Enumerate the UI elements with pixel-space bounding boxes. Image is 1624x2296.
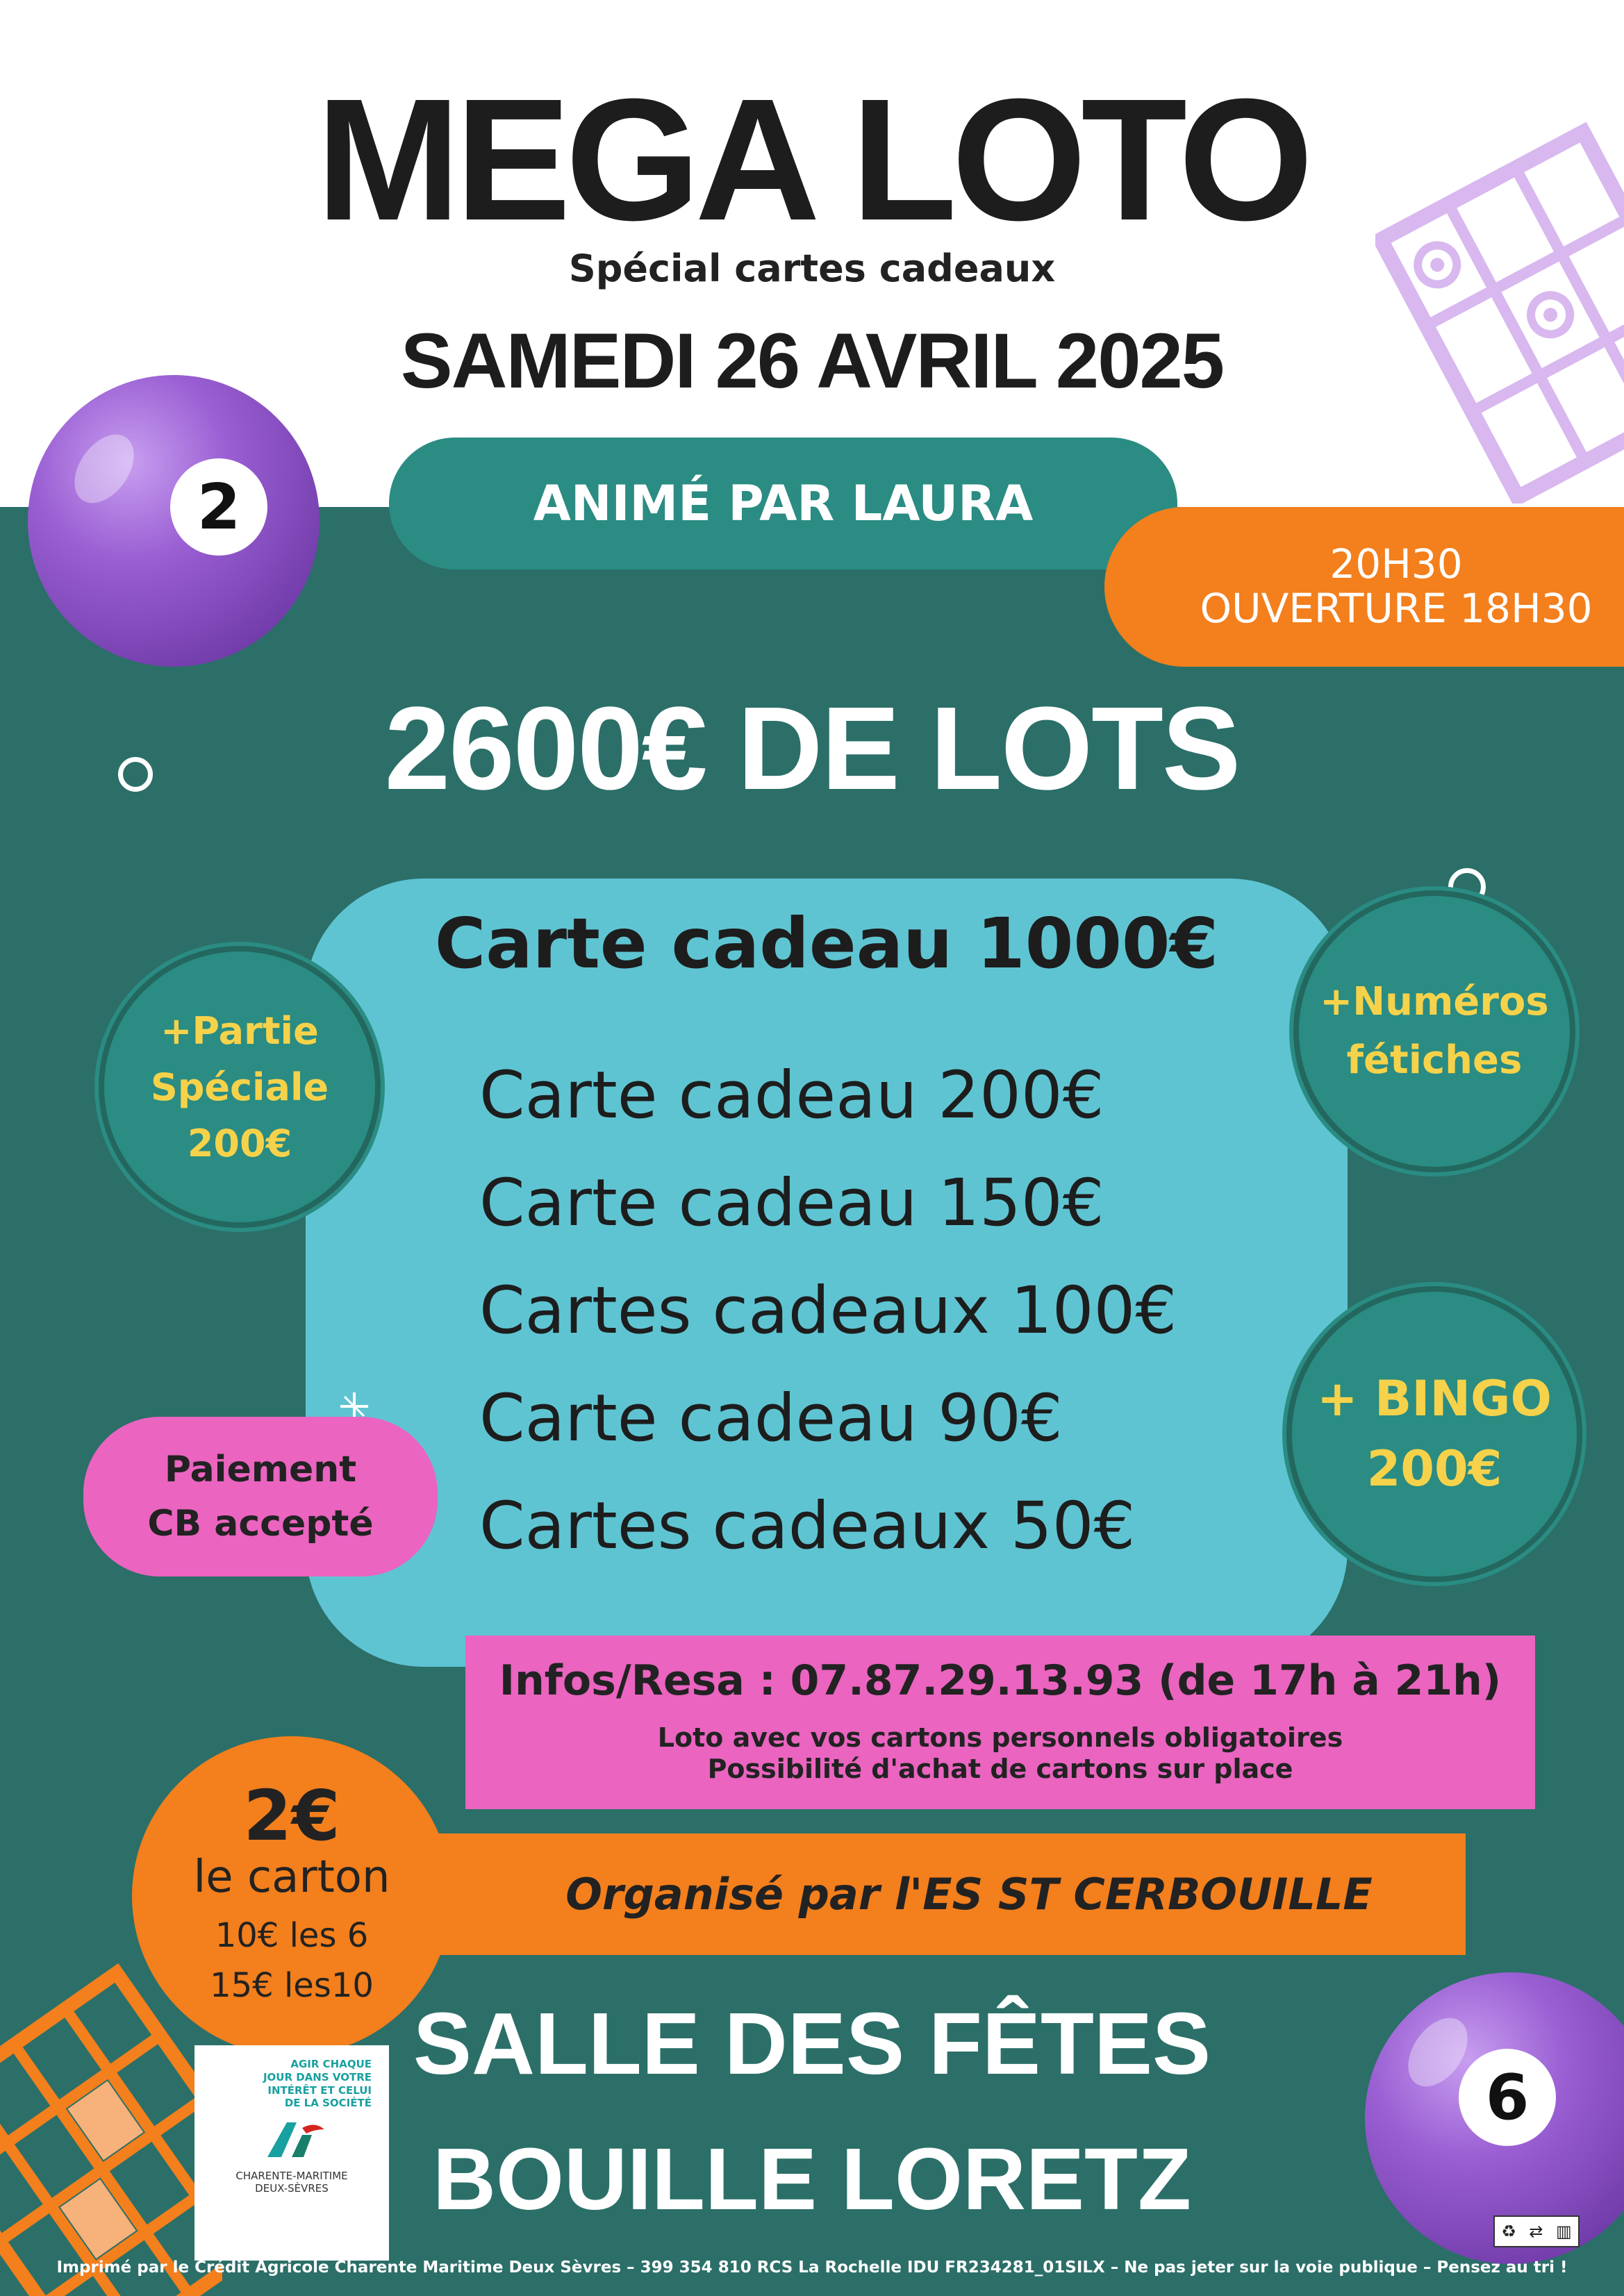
reservation-info: Infos/Resa : 07.87.29.13.93 (de 17h à 21h) bbox=[499, 1656, 1502, 1705]
main-prize: Carte cadeau 1000€ bbox=[434, 903, 1219, 984]
payment-line: Paiement bbox=[164, 1449, 357, 1490]
organizer-banner bbox=[417, 1833, 1466, 1955]
info-note: Possibilité d'achat de cartons sur place bbox=[707, 1754, 1293, 1784]
start-time: 20H30 bbox=[1329, 540, 1463, 588]
prize-item: Cartes cadeaux 50€ bbox=[479, 1488, 1136, 1564]
credit-agricole-logo-icon bbox=[254, 2115, 330, 2164]
bundle-price-10: 15€ les10 bbox=[210, 1966, 374, 2006]
poster-subtitle: Spécial cartes cadeaux bbox=[568, 247, 1056, 290]
total-prizes-headline: 2600€ DE LOTS bbox=[384, 683, 1240, 815]
payment-line: CB accepté bbox=[147, 1503, 374, 1545]
bingo-line: + BINGO bbox=[1317, 1370, 1552, 1427]
bingo-bubble bbox=[1292, 1292, 1577, 1577]
recycle-icon: ♻ bbox=[1501, 2222, 1516, 2241]
venue-town: BOUILLE LORETZ bbox=[433, 2130, 1191, 2228]
prize-list bbox=[479, 1042, 1177, 1580]
venue-name: SALLE DES FÊTES bbox=[413, 1995, 1211, 2093]
special-game-line: 200€ bbox=[187, 1121, 292, 1165]
bingo-line: 200€ bbox=[1366, 1440, 1502, 1497]
time-banner bbox=[1104, 507, 1624, 667]
event-date: SAMEDI 26 AVRIL 2025 bbox=[400, 317, 1224, 404]
host-banner bbox=[389, 438, 1177, 569]
bin-icon: ▥ bbox=[1556, 2222, 1572, 2241]
special-game-line: Spéciale bbox=[150, 1065, 329, 1109]
prize-item: Cartes cadeaux 100€ bbox=[479, 1273, 1177, 1349]
triman-icon: ⇄ bbox=[1529, 2222, 1543, 2241]
lucky-numbers-line: fétiches bbox=[1346, 1038, 1523, 1083]
special-game-line: +Partie bbox=[160, 1008, 319, 1053]
host-text: ANIMÉ PAR LAURA bbox=[533, 475, 1034, 532]
footer-legal: Imprimé par le Crédit Agricole Charente Maritime Deux Sèvres – 399 354 810 RCS La Rochelle IDU FR234281_01SILX – Ne pas jeter sur la voie publique – Pensez au tri ! bbox=[56, 2258, 1568, 2277]
prize-item: Carte cadeau 90€ bbox=[479, 1381, 1063, 1456]
recycling-marks bbox=[1493, 2215, 1580, 2247]
info-note: Loto avec vos cartons personnels obligatoires bbox=[657, 1722, 1343, 1753]
sponsor-logo bbox=[194, 2045, 389, 2261]
card-price: 2€ bbox=[243, 1774, 340, 1856]
lucky-numbers-line: +Numéros bbox=[1320, 979, 1549, 1024]
ball-number-2: 2 bbox=[170, 458, 267, 556]
prize-item: Carte cadeau 200€ bbox=[479, 1058, 1104, 1133]
ball-number-6: 6 bbox=[1459, 2049, 1556, 2146]
opening-time: OUVERTURE 18H30 bbox=[1200, 585, 1593, 632]
sponsor-tagline: AGIR CHAQUE JOUR DANS VOTRE INTÉRÊT ET CELUI DE LA SOCIÉTÉ bbox=[263, 2058, 372, 2110]
lucky-numbers-bubble bbox=[1299, 896, 1570, 1167]
bundle-price-6: 10€ les 6 bbox=[215, 1916, 369, 1956]
prize-item: Carte cadeau 150€ bbox=[479, 1165, 1104, 1241]
special-game-bubble bbox=[104, 951, 375, 1222]
sponsor-region: CHARENTE-MARITIME DEUX-SÈVRES bbox=[235, 2170, 348, 2195]
payment-badge bbox=[83, 1417, 438, 1577]
organizer-text: Organisé par l'ES ST CERBOUILLE bbox=[565, 1869, 1373, 1920]
card-unit: le carton bbox=[193, 1851, 390, 1903]
poster-title: MEGA LOTO bbox=[316, 63, 1308, 256]
